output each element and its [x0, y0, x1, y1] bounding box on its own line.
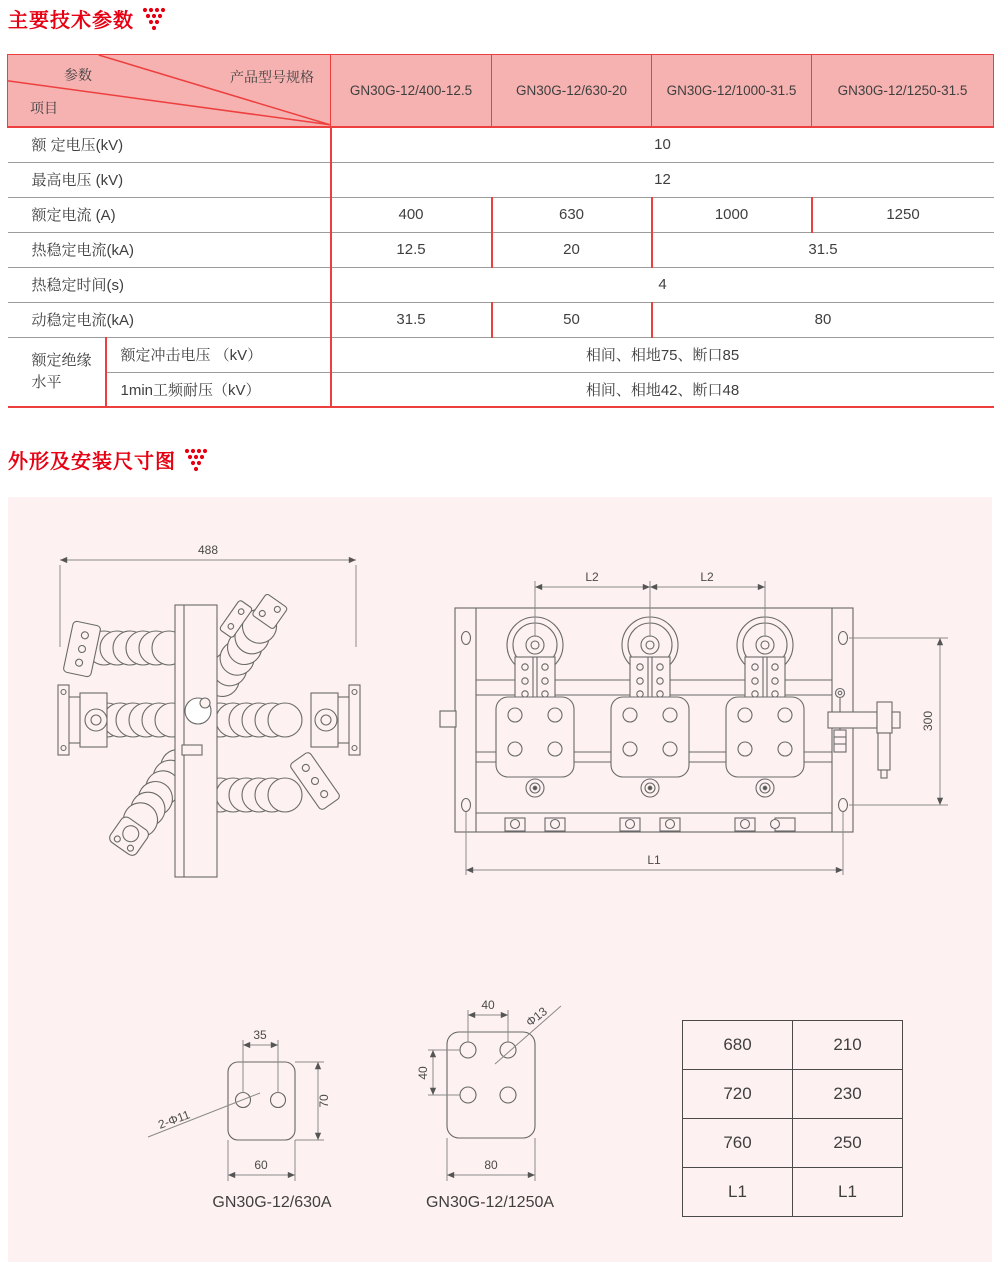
- spec-cell: 1000: [652, 197, 812, 232]
- plate630-dim-top: 35: [253, 1028, 267, 1042]
- spec-row: [8, 127, 994, 162]
- spec-cell: 31.5: [331, 302, 492, 337]
- spec-cell: 12.5: [331, 232, 492, 267]
- spec-cell: 50: [492, 302, 652, 337]
- spec-row: [8, 232, 994, 267]
- plate-1250-drawing: [416, 998, 561, 1211]
- insulator-arm: [203, 778, 302, 812]
- spec-row: [8, 337, 994, 372]
- spec-row-label: 额定冲击电压 （kV）: [106, 337, 331, 372]
- spec-cell: 相间、相地42、断口48: [331, 372, 994, 407]
- spec-col-header: GN30G-12/400-12.5: [331, 55, 492, 128]
- l-dimension-table: [682, 1020, 903, 1217]
- side-width-dim: 488: [197, 543, 219, 557]
- corner-label-item: 项目: [30, 100, 58, 116]
- plate1250-holes-label: Φ13: [523, 1004, 550, 1030]
- dim-cell: L1: [793, 1168, 903, 1217]
- plate1250-caption: GN30G-12/1250A: [425, 1194, 555, 1211]
- spec-header-row: [8, 55, 994, 128]
- spec-row: [8, 197, 994, 232]
- spec-cell: 400: [331, 197, 492, 232]
- spec-col-header: GN30G-12/1250-31.5: [812, 55, 994, 128]
- spec-table: [7, 54, 994, 408]
- spec-row: [8, 302, 994, 337]
- spec-cell: 20: [492, 232, 652, 267]
- spec-cell: 10: [331, 127, 994, 162]
- plate1250-dim-top: 40: [481, 998, 495, 1012]
- table-row: [683, 1119, 903, 1168]
- insulator-arm: [87, 631, 186, 665]
- corner-label-param: 参数: [64, 67, 92, 83]
- table-row: [683, 1070, 903, 1119]
- spec-row-label: 热稳定时间(s): [8, 267, 331, 302]
- spec-cell: 80: [652, 302, 994, 337]
- plate630-dim-right: 70: [317, 1094, 331, 1108]
- spec-row-label: 1min工频耐压（kV）: [106, 372, 331, 407]
- spec-row: [8, 162, 994, 197]
- spec-corner-cell: [8, 55, 331, 128]
- section-title-dimensions: [8, 445, 210, 474]
- side-view-drawing: [58, 543, 360, 877]
- spec-cell: 相间、相地75、断口85: [331, 337, 994, 372]
- spec-cell: 1250: [812, 197, 994, 232]
- spec-row-label: 额 定电压(kV): [8, 127, 331, 162]
- height-dim-300: 300: [921, 710, 935, 732]
- spec-row-label: 热稳定电流(kA): [8, 232, 331, 267]
- terminal-pad: [311, 685, 360, 755]
- plate630-caption: GN30G-12/630A: [212, 1194, 332, 1211]
- dim-cell: 230: [793, 1070, 903, 1119]
- front-view-drawing: [440, 570, 948, 875]
- section-title-text: 外形及安装尺寸图: [8, 451, 176, 473]
- plate630-holes-label: 2-Φ11: [156, 1107, 192, 1132]
- l2-dim-left: L2: [585, 570, 599, 584]
- spec-col-header: GN30G-12/1000-31.5: [652, 55, 812, 128]
- dim-cell: 720: [683, 1070, 793, 1119]
- mounting-bracket: [63, 621, 101, 678]
- corner-label-model: 产品型号规格: [230, 69, 314, 85]
- dim-cell: L1: [683, 1168, 793, 1217]
- l1-dim: L1: [647, 853, 661, 867]
- dimension-diagram-panel: [8, 497, 992, 1262]
- dim-cell: 680: [683, 1021, 793, 1070]
- plate1250-dim-bottom: 80: [484, 1158, 498, 1172]
- center-column: [175, 605, 217, 877]
- dotted-arrow-icon: [184, 448, 210, 472]
- dotted-arrow-icon: [142, 7, 168, 31]
- spec-row: [8, 267, 994, 302]
- spec-row-label: 最高电压 (kV): [8, 162, 331, 197]
- spec-cell: 630: [492, 197, 652, 232]
- section-title-text: 主要技术参数: [8, 10, 134, 32]
- dim-cell: 210: [793, 1021, 903, 1070]
- table-row: [683, 1168, 903, 1217]
- spec-row-label: 动稳定电流(kA): [8, 302, 331, 337]
- insulation-group-label: 额定绝缘水平: [8, 337, 106, 407]
- dim-cell: 760: [683, 1119, 793, 1168]
- spec-row: [8, 372, 994, 407]
- spec-row-label: 额定电流 (A): [8, 197, 331, 232]
- spec-cell: 31.5: [652, 232, 994, 267]
- spec-cell: 4: [331, 267, 994, 302]
- spec-col-header: GN30G-12/630-20: [492, 55, 652, 128]
- plate1250-dim-left: 40: [416, 1066, 430, 1080]
- plate-630-drawing: [148, 1028, 332, 1211]
- dim-cell: 250: [793, 1119, 903, 1168]
- insulator-arm: [203, 703, 302, 737]
- plate630-dim-bottom: 60: [254, 1158, 268, 1172]
- l2-dim-right: L2: [700, 570, 714, 584]
- terminal-pad: [58, 685, 107, 755]
- spec-cell: 12: [331, 162, 994, 197]
- table-row: [683, 1021, 903, 1070]
- section-title-parameters: [8, 4, 168, 33]
